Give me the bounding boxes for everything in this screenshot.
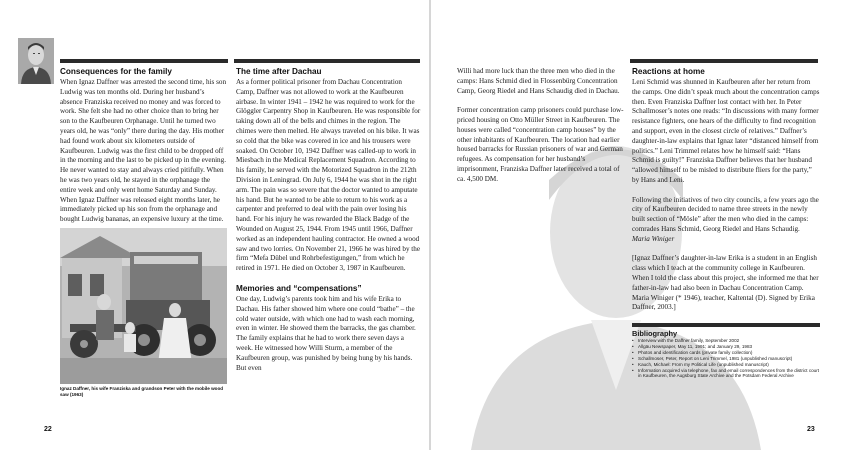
reactions-paragraph: Leni Schmid was shunned in Kaufbeuren after her return from the camps. One didn’t speak much about the concentration camps then. Even Franziska Daffner lost contact with her. In Peter Schallmoser’s notes one reads: “In discussions with many former resistance fighters, one hears of the difficulty to find recognition and support, even in the closest circle of relatives.” Daffner’s daughter-in-law explains that Ignaz later “distanced himself from politics.” Leni Trimmel relates how he himself said: “Hans Schmid is guilty!” Franziska Daffner believes that her husband “allowed himself to be misled to distribute fliers for the party,” by Hans and Leni. [632,78,820,184]
top-rule-middle [234,59,420,63]
top-rule-left [60,59,228,63]
heading-reactions: Reactions at home [632,67,705,76]
family-photo [60,228,227,384]
left-column-2 [236,67,422,373]
left-page [0,0,429,450]
bibliography-item: • Kauch, Michael: From my Political Life (unpublished manuscript) [632,362,820,368]
page-number-left: 22 [44,426,52,433]
author-signature: Maria Winiger [632,234,675,243]
consequences-paragraph: When Ignaz Daffner was arrested the second time, his son Ludwig was ten months old. During her husband’s absence Franziska received no money and was forced to work. She felt she had no other choice than to bring her son to the Kaufbeuren Orphanage. Until he turned two years old, he was “only” there during the day. His mother had found work about six kilometers outside of Kaufbeuren. Ludwig was the first child to be dropped off in the morning and the last to be picked up in the evening. He never wanted to stay and always cried pitifully. When he was two years old, he stayed in the orphanage the entire week and only went home Saturday and Sunday. When Ignaz Daffner was released eight months later, he immediately picked up his son from the orphanage and bought Ludwig bananas, an expensive luxury at the time. [60,78,227,224]
page-number-right: 23 [807,426,815,433]
streets-text: Following the initiatives of two city councils, a few years ago the city of Kaufbeuren decided to name three streets in the newly built section of “Mösle” after the men who died in the camps: comrades Hans Schmid, Georg Riedel and Hans Schaudig. [632,195,819,233]
bibliography-item: • Allgäu Newspaper, May 11, 1991; and January 29, 1983 [632,344,820,350]
willi-paragraph: Willi had more luck than the three men who died in the camps: Hans Schmid died in Flossenbürg Concentration Camp, Georg Riedel and Hans Schaudig died in Dachau. [457,67,620,95]
left-column-1 [60,67,228,225]
photo-caption: Ignaz Daffner, his wife Franziska and grandson Peter with the mobile wood saw (1963) [60,386,224,397]
heading-consequences: Consequences for the family [60,67,172,76]
heading-after-dachau: The time after Dachau [236,67,322,76]
bibliography-item: • Information acquired via telephone, fax and email correspondences from the district court in Kaufbeuren, the Augsburg State Archive and the Potsdam Federal Archive [632,368,820,380]
bibliography-item: • Schallmoser, Peter, Report on Leni Trimmel, 1981 (unpublished manuscript) [632,356,820,362]
right-column-2 [632,67,820,313]
housing-paragraph: Former concentration camp prisoners could purchase low-priced housing on Otto Müller Street in Kaufbeuren. The houses were called “concentration camp houses” by the other inhabitants of Kaufbeuren. The location had earlier housed barracks for Russian prisoners of war and German refugees. As compensation for her husband’s imprisonment, Franziska Daffner later received a total of ca. 4,500 DM. [457,106,624,183]
portrait-photo [18,38,54,84]
portrait-image [18,38,54,84]
after-dachau-paragraph: As a former political prisoner from Dachau Concentration Camp, Daffner was not allowed to work at the Kaufbeuren airbase. In winter 1941 – 1942 he was required to work for the Glöggler Carpentry Shop in Kaufbeuren. He was responsible for taking down all of the bells and chimes in the region. The chimes were then melted. He always traveled on his bike. It was so cold that the bike was covered in ice and his trousers were soaked. On October 10, 1942 Daffner was called-up to work in Miesbach in the Medical Replacement Squadron. According to his family, he served with the Motorized Squadron in the 212th Division in Leningrad. On July 6, 1944 he was shot in the right arm. The pain was so severe that the doctor wanted to amputate his hand. But he wanted to be able to return to his work as a carpenter and preferred to deal with the pain over losing his hand. For his injury he was rewarded the Black Badge of the Wounded on August 25, 1944. From 1945 until 1966, Daffner worked as an independent hauling contractor. He owned a wood saw and two lorries. On November 21, 1966 he was hired by the firm “Mefa Dübel und Rohrbefestigungen,” from which he retired in 1971. He died on October 3, 1987 in Kaufbeuren. [236,78,421,273]
memories-paragraph: One day, Ludwig’s parents took him and his wife Erika to Dachau. His father showed him where one could “bathe” – the cold water outside, with which one had to wash each morning, even in winter. He showed them the barracks, the gas chamber. The family explains that he had to work there seven days a week. He witnessed how Willi Sturm, a member of the Kaufbeuren group, was punished by being hung by his hands. But even [236,294,416,372]
top-rule-right [630,59,818,63]
heading-memories: Memories and “compensations” [236,283,362,293]
editor-note: [Ignaz Daffner’s daughter-in-law Erika is a student in an English class which I teach at the community college in Kaufbeuren. When I told the class about this project, she informed me that her father-in-law had also been in Dachau Concentration Camp. Maria Winiger (* 1946), teacher, Kaltental (D). Signed by Erika Daffner, 2003.] [632,254,819,312]
bibliography-title: Bibliography [632,329,678,338]
right-page [431,0,860,450]
right-column-1 [457,67,627,185]
bibliography-list [632,338,820,379]
bibliography-block [632,329,820,379]
bibliography-rule [632,323,820,327]
family-photo-image [60,228,227,384]
streets-paragraph [632,196,820,245]
bibliography-item: • Interview with the Daffner family, September 2002 [632,338,820,344]
bibliography-item: • Photos and identification cards (private family collection) [632,350,820,356]
